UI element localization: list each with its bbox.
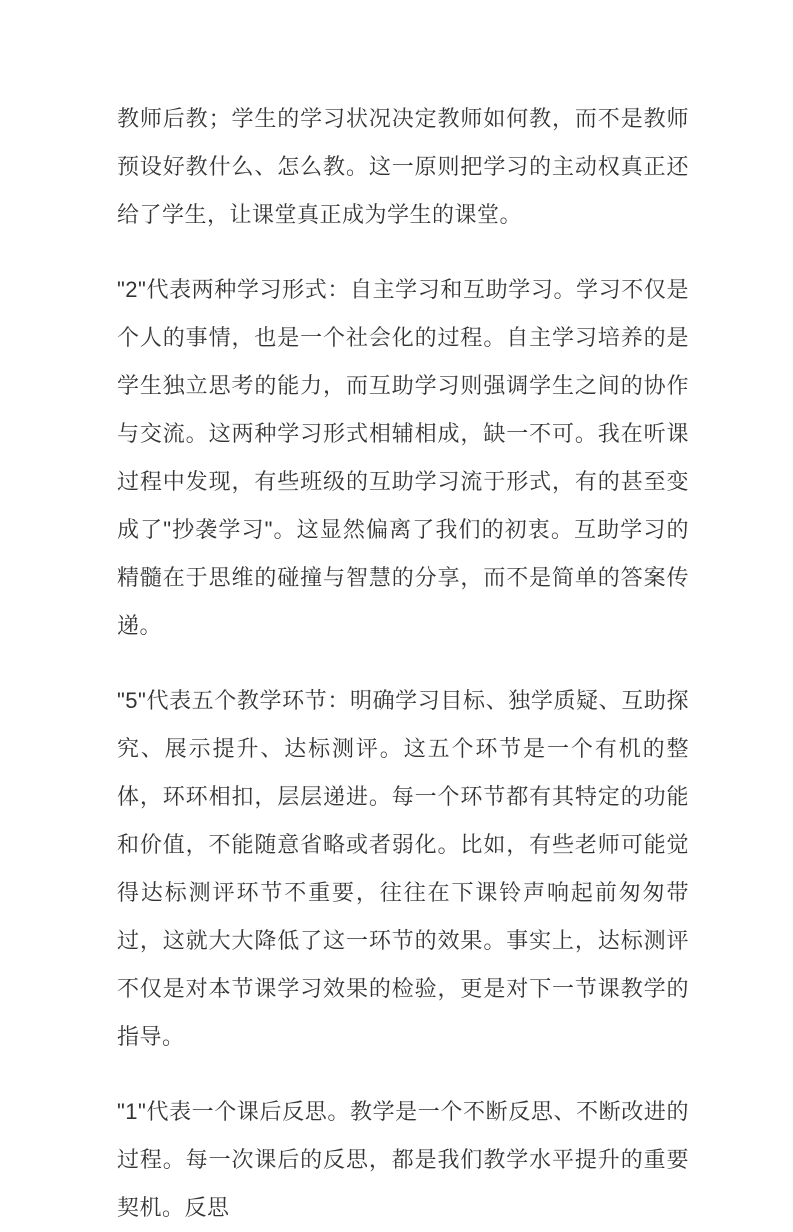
paragraph-two-learning-forms: "2"代表两种学习形式：自主学习和互助学习。学习不仅是个人的事情，也是一个社会化的过程。自主学习培养的是学生独立思考的能力，而互助学习则强调学生之间的协作与交流。这两种学习形式相辅相成，缺一不可。我在听课过程中发现，有些班级的互助学习流于形式，有的甚至变成了"抄袭学习"。这显然偏离了我们的初衷。互助学习的精髓在于思维的碰撞与智慧的分享，而不是简单的答案传递。 <box>117 277 689 638</box>
paragraph-one-reflection: "1"代表一个课后反思。教学是一个不断反思、不断改进的过程。每一次课后的反思，都是我们教学水平提升的重要契机。反思 <box>117 1099 689 1220</box>
document-body <box>117 95 689 1232</box>
paragraph-teaching-principle: 教师后教；学生的学习状况决定教师如何教，而不是教师预设好教什么、怎么教。这一原则把学习的主动权真正还给了学生，让课堂真正成为学生的课堂。 <box>117 106 689 227</box>
paragraph-five-teaching-steps: "5"代表五个教学环节：明确学习目标、独学质疑、互助探究、展示提升、达标测评。这五个环节是一个有机的整体，环环相扣，层层递进。每一个环节都有其特定的功能和价值，不能随意省略或者弱化。比如，有些老师可能觉得达标测评环节不重要，往往在下课铃声响起前匆匆带过，这就大大降低了这一环节的效果。事实上，达标测评不仅是对本节课学习效果的检验，更是对下一节课教学的指导。 <box>117 688 689 1049</box>
